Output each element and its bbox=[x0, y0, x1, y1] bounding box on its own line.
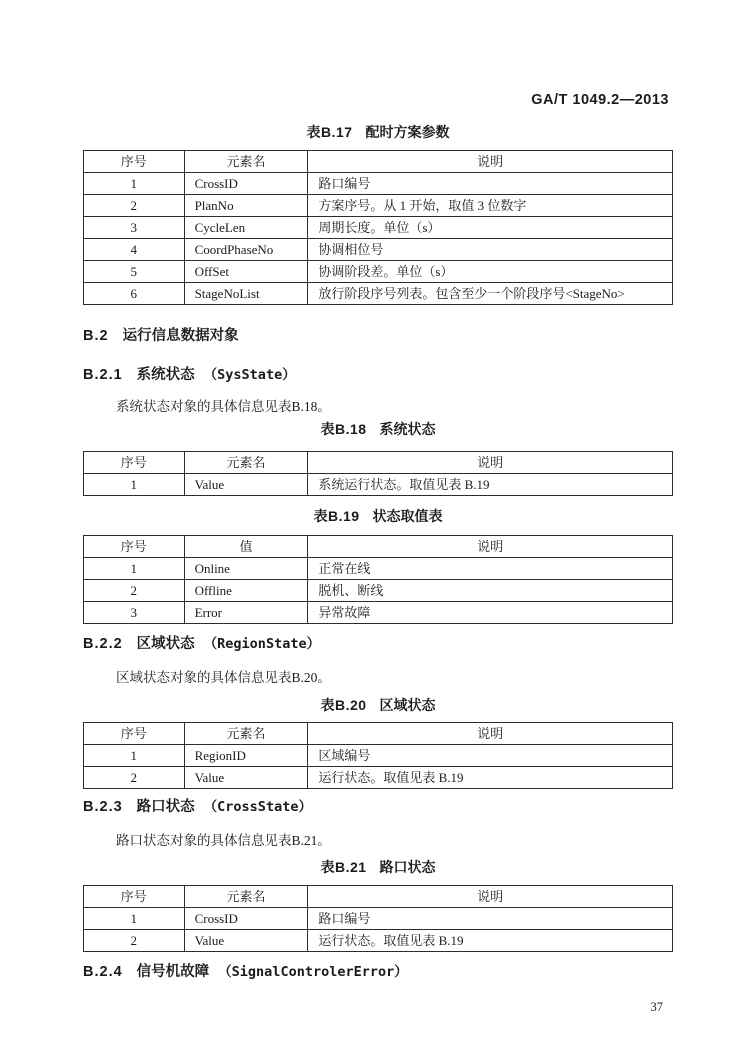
table-cell: CrossID bbox=[184, 173, 308, 195]
column-header: 说明 bbox=[308, 151, 673, 173]
table-caption-label: 表B.20 bbox=[320, 697, 367, 713]
column-header: 序号 bbox=[84, 723, 185, 745]
table-cell: 1 bbox=[84, 908, 185, 930]
page-number: 37 bbox=[650, 1000, 663, 1014]
column-header: 序号 bbox=[84, 151, 185, 173]
section-number: B.2.4 bbox=[83, 964, 123, 980]
table-b20 bbox=[83, 722, 673, 789]
table-row bbox=[84, 173, 673, 195]
table-caption-title: 区域状态 bbox=[379, 697, 436, 713]
table-caption-label: 表B.17 bbox=[306, 124, 353, 140]
section-title: 系统状态 bbox=[136, 367, 195, 383]
section-number: B.2 bbox=[83, 328, 109, 344]
document-number-header: GA/T 1049.2—2013 bbox=[531, 92, 669, 108]
table-row bbox=[84, 261, 673, 283]
table-cell: Online bbox=[184, 558, 308, 580]
table-cell: 2 bbox=[84, 930, 185, 952]
section-title: 区域状态 bbox=[136, 636, 195, 652]
table-row bbox=[84, 745, 673, 767]
table-caption-b17 bbox=[83, 124, 673, 141]
table-cell: 路口编号 bbox=[308, 173, 673, 195]
table-row bbox=[84, 195, 673, 217]
table-cell: 1 bbox=[84, 745, 185, 767]
table-cell: 协调阶段差。单位（s） bbox=[308, 261, 673, 283]
section-english-name: （SysState） bbox=[203, 367, 296, 383]
table-header-row bbox=[84, 886, 673, 908]
section-heading-b2-2 bbox=[83, 636, 673, 653]
table-cell: 协调相位号 bbox=[308, 239, 673, 261]
table-caption-b18 bbox=[83, 421, 673, 438]
table-row bbox=[84, 580, 673, 602]
table-cell: 区域编号 bbox=[308, 745, 673, 767]
table-cell: PlanNo bbox=[184, 195, 308, 217]
section-number: B.2.3 bbox=[83, 799, 123, 815]
table-cell: 2 bbox=[84, 195, 185, 217]
table-cell: CycleLen bbox=[184, 217, 308, 239]
table-caption-title: 路口状态 bbox=[379, 859, 436, 875]
column-header: 说明 bbox=[308, 886, 673, 908]
table-b21 bbox=[83, 885, 673, 952]
section-title: 运行信息数据对象 bbox=[122, 328, 239, 344]
section-english-name: （RegionState） bbox=[203, 636, 321, 652]
table-cell: 脱机、断线 bbox=[308, 580, 673, 602]
table-header-row bbox=[84, 452, 673, 474]
table-cell: OffSet bbox=[184, 261, 308, 283]
column-header: 元素名 bbox=[184, 723, 308, 745]
body-paragraph: 系统状态对象的具体信息见表B.18。 bbox=[116, 399, 331, 414]
section-number: B.2.2 bbox=[83, 636, 123, 652]
table-cell: 放行阶段序号列表。包含至少一个阶段序号<StageNo> bbox=[308, 283, 673, 305]
table-cell: 5 bbox=[84, 261, 185, 283]
table-row bbox=[84, 474, 673, 496]
page-content bbox=[83, 0, 673, 1015]
table-caption-b21 bbox=[83, 859, 673, 876]
table-cell: 6 bbox=[84, 283, 185, 305]
table-cell: StageNoList bbox=[184, 283, 308, 305]
table-cell: 正常在线 bbox=[308, 558, 673, 580]
table-row bbox=[84, 283, 673, 305]
table-cell: CrossID bbox=[184, 908, 308, 930]
column-header: 序号 bbox=[84, 536, 185, 558]
table-b18 bbox=[83, 451, 673, 496]
column-header: 说明 bbox=[308, 536, 673, 558]
column-header: 元素名 bbox=[184, 886, 308, 908]
body-paragraph: 路口状态对象的具体信息见表B.21。 bbox=[116, 833, 331, 848]
table-row bbox=[84, 217, 673, 239]
table-cell: Error bbox=[184, 602, 308, 624]
column-header: 值 bbox=[184, 536, 308, 558]
section-heading-b2-4 bbox=[83, 964, 673, 981]
table-cell: 运行状态。取值见表 B.19 bbox=[308, 930, 673, 952]
table-header-row bbox=[84, 723, 673, 745]
section-english-name: （CrossState） bbox=[203, 799, 312, 815]
table-cell: 异常故障 bbox=[308, 602, 673, 624]
table-cell: Value bbox=[184, 474, 308, 496]
table-cell: 3 bbox=[84, 602, 185, 624]
column-header: 元素名 bbox=[184, 452, 308, 474]
table-cell: 1 bbox=[84, 474, 185, 496]
column-header: 序号 bbox=[84, 886, 185, 908]
section-heading-b2-1 bbox=[83, 367, 673, 384]
table-caption-title: 配时方案参数 bbox=[365, 124, 450, 140]
table-cell: 1 bbox=[84, 558, 185, 580]
table-header-row bbox=[84, 536, 673, 558]
table-caption-title: 状态取值表 bbox=[372, 508, 443, 524]
table-row bbox=[84, 930, 673, 952]
table-cell: 4 bbox=[84, 239, 185, 261]
table-cell: 路口编号 bbox=[308, 908, 673, 930]
table-cell: RegionID bbox=[184, 745, 308, 767]
table-row bbox=[84, 602, 673, 624]
section-heading-b2-3 bbox=[83, 799, 673, 816]
table-row bbox=[84, 767, 673, 789]
column-header: 说明 bbox=[308, 723, 673, 745]
body-paragraph: 区域状态对象的具体信息见表B.20。 bbox=[116, 670, 331, 685]
table-row bbox=[84, 239, 673, 261]
table-caption-label: 表B.19 bbox=[313, 508, 360, 524]
table-cell: Value bbox=[184, 930, 308, 952]
section-title: 信号机故障 bbox=[136, 964, 210, 980]
table-caption-b19 bbox=[83, 508, 673, 525]
table-cell: Value bbox=[184, 767, 308, 789]
table-b19 bbox=[83, 535, 673, 624]
table-cell: 1 bbox=[84, 173, 185, 195]
table-cell: 系统运行状态。取值见表 B.19 bbox=[308, 474, 673, 496]
table-caption-b20 bbox=[83, 697, 673, 714]
table-cell: 方案序号。从 1 开始，取值 3 位数字 bbox=[308, 195, 673, 217]
section-english-name: （SignalControlerError） bbox=[218, 964, 408, 980]
section-number: B.2.1 bbox=[83, 367, 123, 383]
table-header-row bbox=[84, 151, 673, 173]
table-caption-title: 系统状态 bbox=[379, 421, 436, 437]
table-cell: 周期长度。单位（s） bbox=[308, 217, 673, 239]
section-title: 路口状态 bbox=[136, 799, 195, 815]
section-heading-b2 bbox=[83, 328, 673, 345]
table-cell: 3 bbox=[84, 217, 185, 239]
table-cell: 运行状态。取值见表 B.19 bbox=[308, 767, 673, 789]
column-header: 序号 bbox=[84, 452, 185, 474]
table-cell: 2 bbox=[84, 580, 185, 602]
table-cell: 2 bbox=[84, 767, 185, 789]
table-caption-label: 表B.18 bbox=[320, 421, 367, 437]
column-header: 说明 bbox=[308, 452, 673, 474]
table-row bbox=[84, 908, 673, 930]
table-caption-label: 表B.21 bbox=[320, 859, 367, 875]
table-cell: CoordPhaseNo bbox=[184, 239, 308, 261]
table-row bbox=[84, 558, 673, 580]
column-header: 元素名 bbox=[184, 151, 308, 173]
table-cell: Offline bbox=[184, 580, 308, 602]
table-b17 bbox=[83, 150, 673, 305]
